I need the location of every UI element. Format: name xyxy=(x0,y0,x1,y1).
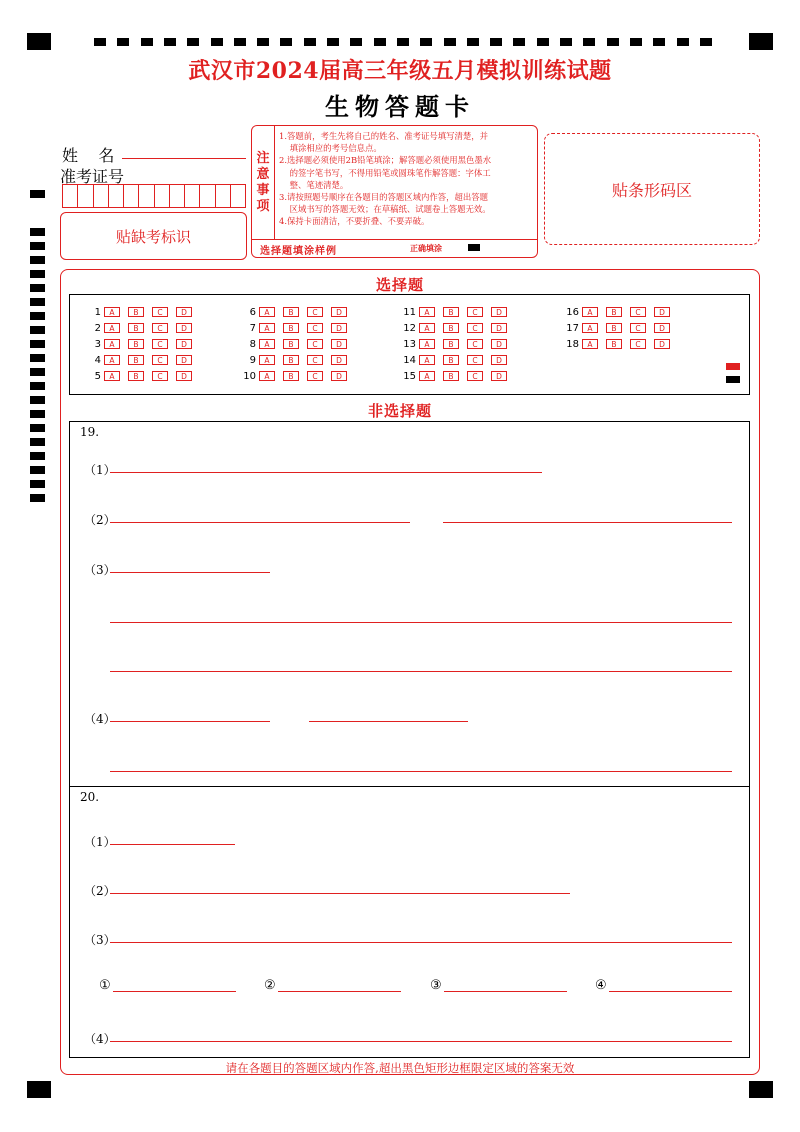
choice-question xyxy=(85,306,200,318)
question-number: 14 xyxy=(403,354,416,366)
answer-bubble-b[interactable]: B xyxy=(606,307,622,317)
question-number: 15 xyxy=(403,370,416,382)
q19-part-label: （1） xyxy=(84,463,116,477)
sheet-title: 生物答题卡 xyxy=(325,92,475,121)
timing-mark xyxy=(653,38,665,46)
answer-bubble-c[interactable]: C xyxy=(307,339,323,349)
notice-char: 事 xyxy=(256,183,270,198)
answer-bubble-b[interactable]: B xyxy=(443,307,459,317)
q20-answer-line[interactable] xyxy=(110,844,235,845)
q19-answer-line[interactable] xyxy=(110,771,732,772)
choice-question xyxy=(400,338,515,350)
q20-circled-label: ① xyxy=(99,978,111,993)
q20-part-label: （4） xyxy=(84,1032,116,1046)
question-number: 11 xyxy=(403,306,416,318)
answer-bubble-d[interactable]: D xyxy=(491,323,507,333)
answer-bubble-b[interactable]: B xyxy=(606,339,622,349)
q19-answer-line[interactable] xyxy=(110,721,270,722)
q19-number: 19. xyxy=(80,425,100,439)
q20-part-label: （3） xyxy=(84,933,116,947)
question-number: 10 xyxy=(243,370,256,382)
answer-bubble-d[interactable]: D xyxy=(176,323,192,333)
timing-mark xyxy=(304,38,316,46)
q20-part-label: （2） xyxy=(84,884,116,898)
choice-question xyxy=(400,370,515,382)
notice-line: 1.答题前，考生先将自己的姓名、准考证号填写清楚，并 xyxy=(279,131,488,141)
name-label: 姓 名 xyxy=(62,146,115,165)
question-number: 8 xyxy=(249,338,256,350)
answer-bubble-a[interactable]: A xyxy=(419,339,435,349)
timing-mark xyxy=(583,38,595,46)
choice-question xyxy=(240,322,355,334)
answer-bubble-a[interactable]: A xyxy=(259,371,275,381)
answer-bubble-a[interactable]: A xyxy=(104,307,120,317)
timing-mark xyxy=(513,38,525,46)
question-number: 9 xyxy=(249,354,256,366)
timing-mark xyxy=(30,354,45,362)
notice-text xyxy=(279,130,535,228)
answer-bubble-b[interactable]: B xyxy=(443,339,459,349)
answer-bubble-d[interactable]: D xyxy=(176,339,192,349)
q19-answer-line[interactable] xyxy=(110,572,270,573)
answer-bubble-a[interactable]: A xyxy=(259,307,275,317)
timing-mark xyxy=(467,38,479,46)
timing-mark xyxy=(630,38,642,46)
answer-bubble-b[interactable]: B xyxy=(283,339,299,349)
barcode-sticker-area: 贴条形码区 xyxy=(544,133,760,245)
choice-question xyxy=(563,322,678,334)
timing-mark xyxy=(30,424,45,432)
q20-answer-line[interactable] xyxy=(110,942,732,943)
answer-bubble-b[interactable]: B xyxy=(443,355,459,365)
answer-bubble-a[interactable]: A xyxy=(104,339,120,349)
timing-mark xyxy=(397,38,409,46)
timing-mark xyxy=(374,38,386,46)
answer-bubble-b[interactable]: B xyxy=(443,323,459,333)
timing-mark xyxy=(30,242,45,250)
timing-mark xyxy=(30,438,45,446)
timing-mark xyxy=(187,38,199,46)
correct-fill-mark xyxy=(468,244,480,251)
q20-answer-line[interactable] xyxy=(444,991,567,992)
timing-mark xyxy=(257,38,269,46)
timing-mark xyxy=(280,38,292,46)
answer-bubble-c[interactable]: C xyxy=(467,339,483,349)
answer-bubble-a[interactable]: A xyxy=(419,323,435,333)
answer-bubble-a[interactable]: A xyxy=(104,355,120,365)
timing-mark xyxy=(560,38,572,46)
timing-mark xyxy=(607,38,619,46)
q20-number: 20. xyxy=(80,790,100,804)
answer-bubble-d[interactable]: D xyxy=(176,371,192,381)
answer-bubble-a[interactable]: A xyxy=(582,323,598,333)
q20-part-label: （1） xyxy=(84,835,116,849)
answer-bubble-b[interactable]: B xyxy=(606,323,622,333)
answer-bubble-c[interactable]: C xyxy=(152,371,168,381)
question-number: 5 xyxy=(94,370,101,382)
answer-bubble-d[interactable]: D xyxy=(654,323,670,333)
corner-mark-top-left xyxy=(27,33,51,50)
answer-bubble-d[interactable]: D xyxy=(331,371,347,381)
answer-bubble-b[interactable]: B xyxy=(128,371,144,381)
answer-bubble-b[interactable]: B xyxy=(283,323,299,333)
timing-mark xyxy=(30,312,45,320)
timing-mark xyxy=(677,38,689,46)
notice-line: 整、笔迹清楚。 xyxy=(279,179,349,190)
q19-answer-line[interactable] xyxy=(110,522,410,523)
timing-mark xyxy=(30,452,45,460)
question-number: 18 xyxy=(566,338,579,350)
answer-bubble-c[interactable]: C xyxy=(307,371,323,381)
notice-line: 3.请按照题号顺序在各题目的答题区域内作答，超出答题 xyxy=(279,192,488,203)
q19-answer-line[interactable] xyxy=(110,622,732,623)
answer-bubble-a[interactable]: A xyxy=(259,355,275,365)
choice-question xyxy=(85,338,200,350)
timing-mark xyxy=(30,326,45,334)
answer-bubble-c[interactable]: C xyxy=(467,371,483,381)
q19-answer-line[interactable] xyxy=(110,472,542,473)
question-number: 2 xyxy=(94,322,101,334)
timing-mark xyxy=(164,38,176,46)
answer-bubble-c[interactable]: C xyxy=(467,355,483,365)
timing-mark xyxy=(350,38,362,46)
fill-sample-row xyxy=(252,239,537,257)
choice-question xyxy=(400,306,515,318)
answer-bubble-b[interactable]: B xyxy=(128,355,144,365)
q20-answer-line[interactable] xyxy=(278,991,401,992)
answer-bubble-c[interactable]: C xyxy=(152,339,168,349)
answer-bubble-c[interactable]: C xyxy=(307,307,323,317)
answer-bubble-c[interactable]: C xyxy=(630,323,646,333)
id-number-boxes[interactable] xyxy=(62,184,246,208)
timing-mark xyxy=(30,340,45,348)
missing-exam-sticker-area: 贴缺考标识 xyxy=(60,212,247,260)
choice-section-title: 选择题 xyxy=(375,276,424,294)
answer-bubble-a[interactable]: A xyxy=(259,339,275,349)
choice-question xyxy=(563,338,678,350)
answer-bubble-a[interactable]: A xyxy=(259,323,275,333)
q19-part-label: （4） xyxy=(84,712,116,726)
notice-line: 4.保持卡面清洁，不要折叠、不要弄破。 xyxy=(279,216,430,227)
nonchoice-section-title: 非选择题 xyxy=(367,402,432,420)
timing-mark xyxy=(30,298,45,306)
answer-bubble-b[interactable]: B xyxy=(283,371,299,381)
corner-mark-bottom-left xyxy=(27,1081,51,1098)
q20-answer-line[interactable] xyxy=(110,1041,732,1042)
answer-bubble-a[interactable]: A xyxy=(582,339,598,349)
timing-mark xyxy=(30,190,45,198)
answer-bubble-d[interactable]: D xyxy=(331,307,347,317)
notice-char: 意 xyxy=(256,167,270,182)
q20-circled-label: ③ xyxy=(430,978,442,993)
answer-bubble-d[interactable]: D xyxy=(491,339,507,349)
timing-mark xyxy=(30,368,45,376)
notice-char: 项 xyxy=(256,199,270,214)
q20-circled-label: ④ xyxy=(595,978,607,993)
q20-answer-line[interactable] xyxy=(110,893,570,894)
id-label: 准考证号 xyxy=(60,167,125,186)
corner-mark-top-right xyxy=(749,33,773,50)
timing-mark xyxy=(30,466,45,474)
timing-mark xyxy=(420,38,432,46)
footer-note: 请在各题目的答题区域内作答,超出黑色矩形边框限定区域的答案无效 xyxy=(225,1061,575,1075)
timing-mark xyxy=(327,38,339,46)
notice-line: 填涂相应的考号信息点。 xyxy=(279,143,382,154)
question-number: 12 xyxy=(403,322,416,334)
question-number: 17 xyxy=(566,322,579,334)
notice-line: 2.选择题必须使用2B铅笔填涂；解答题必须使用黑色墨水 xyxy=(279,155,492,166)
answer-bubble-c[interactable]: C xyxy=(307,355,323,365)
answer-bubble-d[interactable]: D xyxy=(331,355,347,365)
answer-bubble-a[interactable]: A xyxy=(104,323,120,333)
choice-question xyxy=(85,370,200,382)
answer-bubble-d[interactable]: D xyxy=(654,339,670,349)
answer-bubble-a[interactable]: A xyxy=(419,371,435,381)
timing-mark xyxy=(30,256,45,264)
q20-answer-line[interactable] xyxy=(609,991,732,992)
timing-mark xyxy=(30,494,45,502)
answer-bubble-c[interactable]: C xyxy=(630,307,646,317)
exam-title: 武汉市2024届高三年级五月模拟训练试题 xyxy=(188,58,612,84)
choice-question xyxy=(240,370,355,382)
answer-bubble-b[interactable]: B xyxy=(443,371,459,381)
q19-answer-line[interactable] xyxy=(110,671,732,672)
choice-question xyxy=(85,322,200,334)
timing-mark xyxy=(30,228,45,236)
answer-bubble-d[interactable]: D xyxy=(176,355,192,365)
answer-bubble-c[interactable]: C xyxy=(152,307,168,317)
answer-bubble-b[interactable]: B xyxy=(128,307,144,317)
question-number: 3 xyxy=(94,338,101,350)
notice-char: 注 xyxy=(256,151,270,166)
q20-answer-box xyxy=(69,786,750,1058)
choice-question xyxy=(240,338,355,350)
question-number: 4 xyxy=(94,354,101,366)
name-field[interactable] xyxy=(122,158,246,159)
answer-bubble-d[interactable]: D xyxy=(331,323,347,333)
q19-part-label: （3） xyxy=(84,563,116,577)
choice-question xyxy=(400,354,515,366)
answer-bubble-d[interactable]: D xyxy=(491,371,507,381)
timing-mark xyxy=(30,382,45,390)
black-marker xyxy=(726,376,740,383)
timing-mark xyxy=(444,38,456,46)
q20-answer-line[interactable] xyxy=(113,991,236,992)
answer-bubble-c[interactable]: C xyxy=(630,339,646,349)
answer-bubble-d[interactable]: D xyxy=(331,339,347,349)
choice-question xyxy=(85,354,200,366)
answer-bubble-a[interactable]: A xyxy=(419,355,435,365)
answer-bubble-a[interactable]: A xyxy=(582,307,598,317)
question-number: 7 xyxy=(249,322,256,334)
question-number: 6 xyxy=(249,306,256,318)
answer-bubble-a[interactable]: A xyxy=(104,371,120,381)
answer-bubble-d[interactable]: D xyxy=(491,355,507,365)
q19-answer-box xyxy=(69,421,750,787)
answer-bubble-b[interactable]: B xyxy=(283,307,299,317)
choice-question xyxy=(240,354,355,366)
notice-box xyxy=(251,125,538,258)
answer-bubble-d[interactable]: D xyxy=(176,307,192,317)
question-number: 1 xyxy=(94,306,101,318)
question-number: 13 xyxy=(403,338,416,350)
q20-circled-label: ② xyxy=(264,978,276,993)
timing-mark xyxy=(700,38,712,46)
timing-mark xyxy=(234,38,246,46)
choice-question xyxy=(563,306,678,318)
answer-bubble-d[interactable]: D xyxy=(491,307,507,317)
q19-answer-line[interactable] xyxy=(443,522,732,523)
answer-bubble-b[interactable]: B xyxy=(128,323,144,333)
timing-mark xyxy=(30,480,45,488)
timing-mark xyxy=(141,38,153,46)
answer-bubble-c[interactable]: C xyxy=(152,323,168,333)
fill-sample-label: 选择题填涂样例 xyxy=(260,246,337,257)
answer-bubble-b[interactable]: B xyxy=(283,355,299,365)
answer-bubble-a[interactable]: A xyxy=(419,307,435,317)
q19-answer-line[interactable] xyxy=(309,721,468,722)
answer-bubble-c[interactable]: C xyxy=(152,355,168,365)
timing-mark xyxy=(94,38,106,46)
notice-line: 区域书写的答题无效；在草稿纸、试题卷上答题无效。 xyxy=(279,204,491,215)
correct-fill-label: 正确填涂 xyxy=(410,243,442,253)
notice-side-label xyxy=(252,126,275,240)
answer-bubble-c[interactable]: C xyxy=(307,323,323,333)
q19-part-label: （2） xyxy=(84,513,116,527)
notice-line: 的签字笔书写，不得用铅笔或圆珠笔作解答题：字体工 xyxy=(279,167,491,178)
answer-bubble-c[interactable]: C xyxy=(467,323,483,333)
choice-question xyxy=(400,322,515,334)
timing-mark xyxy=(211,38,223,46)
choice-question xyxy=(240,306,355,318)
answer-bubble-c[interactable]: C xyxy=(467,307,483,317)
answer-bubble-b[interactable]: B xyxy=(128,339,144,349)
red-marker xyxy=(726,363,740,370)
timing-mark xyxy=(537,38,549,46)
timing-mark xyxy=(117,38,129,46)
question-number: 16 xyxy=(566,306,579,318)
corner-mark-bottom-right xyxy=(749,1081,773,1098)
answer-bubble-d[interactable]: D xyxy=(654,307,670,317)
timing-mark xyxy=(490,38,502,46)
